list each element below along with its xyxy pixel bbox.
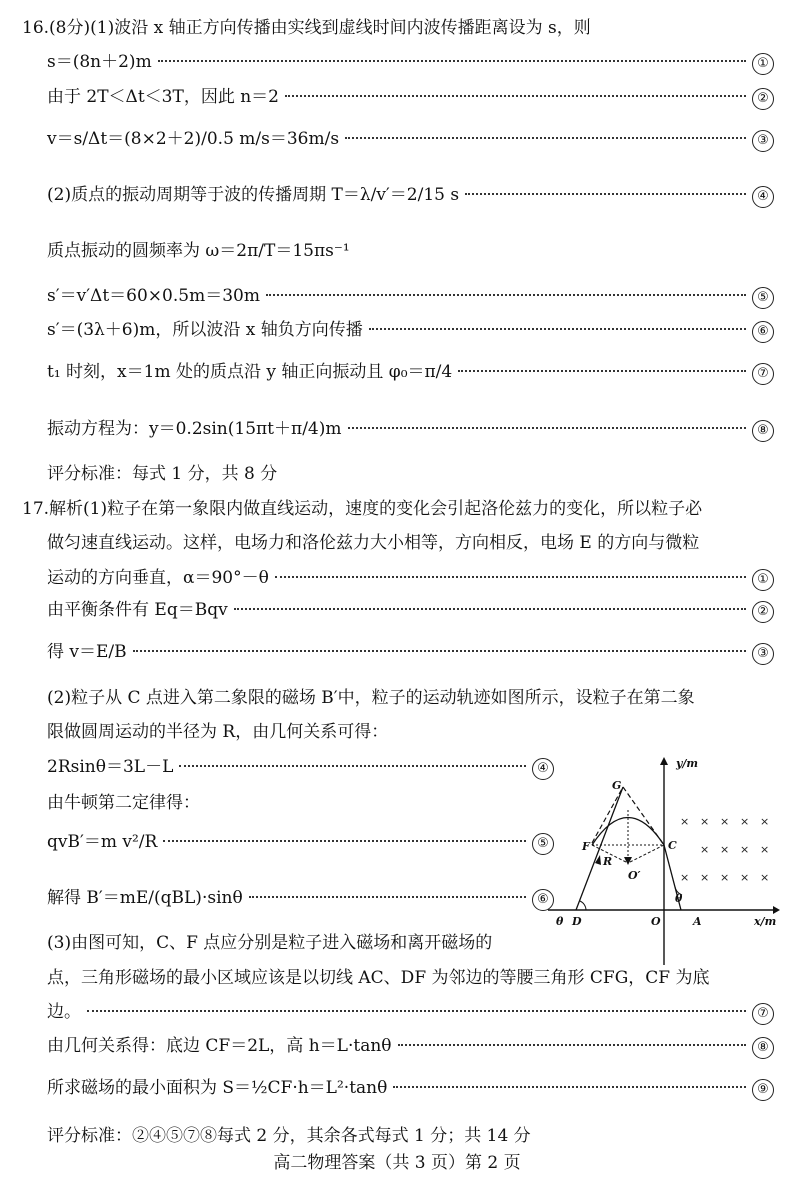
q17-line-7: 边。 ⑦ (47, 1000, 774, 1025)
field-cross: × (720, 871, 730, 884)
q16-line-5: 质点振动的圆频率为 ω＝2π/T＝15πs⁻¹ (47, 241, 350, 261)
q17-p3a: (3)由图可知，C、F 点应分别是粒子进入磁场和离开磁场的 (47, 933, 493, 953)
label-R: R (603, 855, 613, 868)
field-cross: × (740, 843, 750, 856)
radius-CO1 (628, 845, 664, 863)
q17-p1a: 17.解析(1)粒子在第一象限内做直线运动，速度的变化会引起洛伦兹力的变化，所以粒子必 (22, 499, 703, 519)
q16-score: 评分标准：每式 1 分，共 8 分 (47, 464, 278, 484)
q17-line-8: 由几何关系得：底边 CF＝2L，高 h＝L·tanθ ⑧ (47, 1034, 774, 1059)
field-cross: × (760, 815, 770, 828)
field-cross: × (700, 815, 710, 828)
q17-line-4: 2Rsinθ＝3L－L ④ (47, 755, 554, 780)
q16-line-8: t₁ 时刻，x＝1m 处的质点沿 y 轴正向振动且 φ₀＝π/4 ⑦ (47, 357, 774, 387)
line-FG (592, 787, 623, 843)
q16-line-9: 振动方程为：y＝0.2sin(15πt＋π/4)m ⑧ (47, 414, 774, 444)
q17-p1b: 做匀速直线运动。这样，电场力和洛伦兹力大小相等，方向相反，电场 E 的方向与微粒 (47, 533, 700, 553)
field-cross: × (760, 843, 770, 856)
q16-header: 16.(8分)(1)波沿 x 轴正方向传播由实线到虚线时间内波传播距离设为 s，则 (22, 18, 591, 38)
q17-p3b: 点，三角形磁场的最小区域应该是以切线 AC、DF 为邻边的等腰三角形 CFG，CF 为底 (47, 968, 710, 988)
field-cross: × (680, 815, 690, 828)
q17-line-3: 得 v＝E/B ③ (47, 637, 774, 667)
field-cross: × (700, 871, 710, 884)
q16-line-3: v＝s/Δt＝(8×2＋2)/0.5 m/s＝36m/s ③ (47, 124, 774, 154)
label-A: A (693, 915, 702, 928)
x-axis-arrow (773, 906, 780, 914)
field-cross: × (760, 871, 770, 884)
field-cross: × (720, 843, 730, 856)
q17-line-9: 所求磁场的最小面积为 S＝½CF·h＝L²·tanθ ⑨ (47, 1073, 774, 1103)
y-axis-label: y/m (676, 757, 699, 770)
label-D: D (572, 915, 582, 928)
q17-p2a: (2)粒子从 C 点进入第二象限的磁场 B′中，粒子的运动轨迹如图所示，设粒子在第二象 (47, 688, 695, 708)
field-cross: × (700, 843, 710, 856)
field-cross: × (740, 815, 750, 828)
q17-line-6: 解得 B′＝mE/(qBL)·sinθ ⑥ (47, 883, 554, 913)
o1-arrow (624, 857, 632, 865)
label-G: G (612, 779, 622, 792)
label-C: C (668, 839, 677, 852)
trajectory-diagram (548, 755, 780, 965)
trajectory-figure (548, 755, 780, 965)
q16-line-4: (2)质点的振动周期等于波的传播周期 T＝λ/v′＝2/15 s ④ (47, 180, 774, 210)
q17-line-1: 运动的方向垂直，α＝90°－θ ① (47, 566, 774, 591)
magnetic-field-crosses (680, 815, 769, 884)
field-cross: × (740, 871, 750, 884)
q17-newton: 由牛顿第二定律得： (47, 793, 200, 813)
q17-p2b: 限做圆周运动的半径为 R，由几何关系可得： (47, 722, 389, 742)
q16-line-1: s＝(8n＋2)m ① (47, 50, 774, 75)
label-F: F (582, 840, 590, 853)
label-O1: O′ (628, 869, 641, 882)
q16-line-7: s′＝(3λ＋6)m，所以波沿 x 轴负方向传播 ⑥ (47, 318, 774, 343)
page-footer: 高二物理答案（共 3 页）第 2 页 (273, 1153, 521, 1173)
q17-line-2: 由平衡条件有 Eq＝Bqv ② (47, 598, 774, 623)
field-cross: × (720, 815, 730, 828)
q17-score: 评分标准：②④⑤⑦⑧每式 2 分，其余各式每式 1 分；共 14 分 (47, 1126, 531, 1146)
x-axis-label: x/m (754, 915, 777, 928)
label-O: O (651, 915, 661, 928)
field-cross: × (680, 871, 690, 884)
label-theta-1: θ (556, 915, 564, 928)
y-axis-arrow (660, 757, 668, 765)
q16-line-6: s′＝v′Δt＝60×0.5m＝30m ⑤ (47, 284, 774, 309)
label-theta-2: θ (675, 892, 683, 905)
q16-line-2: 由于 2T＜Δt＜3T，因此 n＝2 ② (47, 85, 774, 110)
q17-line-5: qvB′＝m v²/R ⑤ (47, 827, 554, 857)
